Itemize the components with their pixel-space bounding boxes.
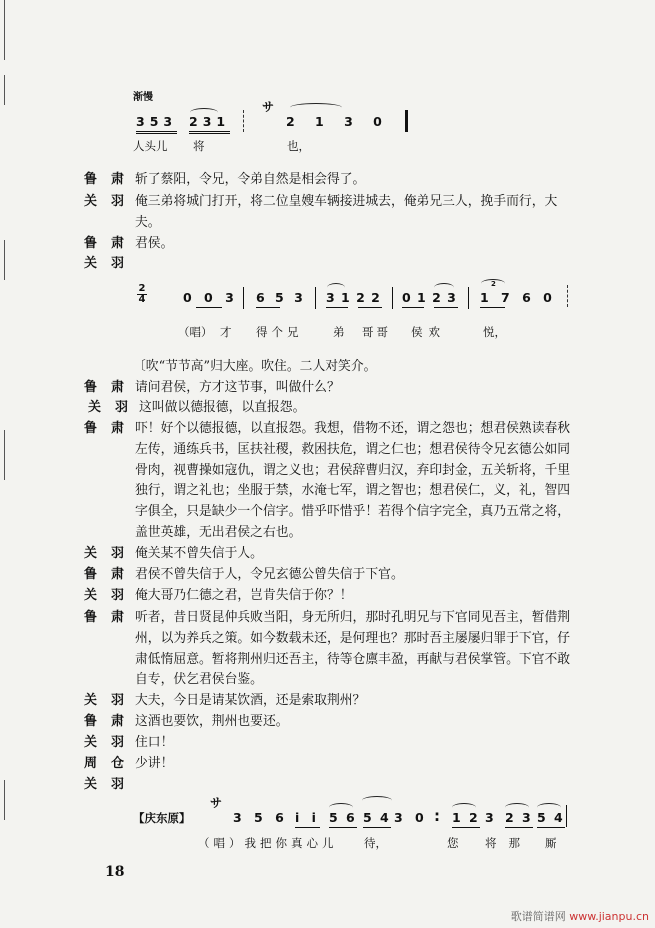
time-signature-top: 2 — [138, 283, 146, 294]
beam — [480, 307, 505, 308]
speaker-char: 羽 — [110, 693, 124, 708]
speaker-char: 羽 — [110, 777, 124, 792]
notes: 3 5 6 — [233, 810, 288, 825]
watermark-url: www.jianpu.cn — [569, 910, 649, 923]
watermark — [511, 910, 649, 924]
speaker-name — [84, 193, 124, 211]
notes: 231 — [189, 114, 230, 134]
lyric: （唱） — [178, 325, 213, 339]
notes: 5 6 — [329, 810, 357, 828]
measure: 6 5 3 — [256, 290, 306, 305]
speaker-char: 鲁 — [84, 610, 98, 625]
lyric: 悦， — [483, 325, 506, 339]
speaker-char: 鲁 — [84, 567, 98, 582]
dialogue-line: 住口！ — [135, 735, 174, 750]
speaker-char: 关 — [84, 735, 98, 750]
speaker-char: 羽 — [110, 735, 124, 750]
speaker-char: 肃 — [110, 421, 124, 436]
speaker-char: 羽 — [114, 400, 128, 415]
barline — [566, 805, 567, 827]
notes: 2 1 3 0 — [286, 114, 390, 129]
speaker-name — [84, 566, 124, 584]
beam — [434, 307, 458, 308]
dialogue-line: 君侯不曾失信于人，令兄玄德公曾失信于下官。 — [135, 567, 404, 582]
barline — [468, 287, 469, 309]
scan-binding-mark — [4, 75, 5, 105]
lyric: 待， — [364, 836, 387, 850]
scan-binding-mark — [4, 780, 5, 820]
dialogue-line: 州，以为养兵之策。如今数载未还，是何理也？那时吾主屡屡归罪于下官，仔 — [135, 631, 571, 646]
speaker-char: 肃 — [110, 610, 124, 625]
lyric: 厮 — [545, 836, 557, 850]
speaker-char: 关 — [84, 588, 98, 603]
slur — [290, 103, 342, 112]
speaker-name — [84, 692, 124, 710]
tempo-marking: 渐慢 — [133, 92, 153, 103]
dialogue-line: 君侯。 — [135, 236, 174, 251]
barline — [315, 287, 316, 309]
speaker-char: 仓 — [110, 756, 124, 771]
measure: 0 0 3 — [183, 290, 238, 305]
dialogue-line: 大夫，今日是请某饮酒，还是索取荆州？ — [135, 693, 366, 708]
speaker-name — [84, 235, 124, 253]
speaker-name — [84, 420, 124, 438]
sanban-mark: サ — [262, 100, 275, 114]
notes: 3 — [485, 810, 494, 825]
tune-name: 【庆东原】 — [133, 811, 191, 825]
grace-note: 2 — [491, 280, 496, 288]
lyric: 弟 — [333, 325, 345, 339]
dialogue-line: 自专，伏乞君侯台鉴。 — [135, 672, 263, 687]
speaker-char: 羽 — [110, 256, 124, 271]
dialogue-line: 听者，昔日贤昆仲兵败当阳，身无所归，那时孔明兄与下官同见吾主，暂借荆 — [135, 610, 571, 625]
speaker-char: 鲁 — [84, 172, 98, 187]
speaker-char: 鲁 — [84, 380, 98, 395]
stage-direction: 〔吹“节节高”归大座。吹住。二人对笑介。 — [133, 359, 377, 374]
scan-binding-mark — [4, 430, 5, 480]
notes: 2 3 — [505, 810, 533, 828]
time-signature — [137, 284, 147, 305]
dashed-barline — [243, 110, 244, 132]
notes: 5 4 — [537, 810, 565, 828]
speaker-char: 羽 — [110, 546, 124, 561]
measure: 0 1 2 3 — [402, 290, 457, 305]
beam — [256, 307, 280, 308]
notes: 3 0 — [394, 810, 428, 825]
speaker-char: 肃 — [110, 172, 124, 187]
dialogue-line: 独行，谓之礼也；坐服于禁，水淹七军，谓之智也；想君侯仁，义，礼，智四 — [135, 483, 571, 498]
barline — [392, 287, 393, 309]
dialogue-line: 肃低惰屈意。暂将荆州归还吾主，待等仓廪丰盈，再献与君侯掌管。下官不敢 — [135, 652, 571, 667]
speaker-char: 关 — [84, 693, 98, 708]
speaker-char: 肃 — [110, 236, 124, 251]
speaker-name — [84, 587, 124, 605]
speaker-name — [84, 545, 124, 563]
beam — [196, 307, 222, 308]
speaker-char: 关 — [88, 400, 102, 415]
notes: 1 2 — [452, 810, 480, 828]
dialogue-line: 夫。 — [135, 215, 161, 230]
dialogue-line: 俺三弟将城门打开，将二位皇嫂车辆接进城去，俺弟兄三人，挽手而行，大 — [135, 194, 558, 209]
dialogue-line: 左传，通练兵书，匡扶社稷，救困扶危，谓之仁也；想君侯待令兄玄德公如同 — [135, 442, 571, 457]
notes: 353 — [136, 114, 177, 134]
lyric: （唱）我把你真心儿 — [198, 836, 338, 850]
speaker-char: 鲁 — [84, 236, 98, 251]
speaker-char: 肃 — [110, 380, 124, 395]
lyric: 侯欢 — [411, 325, 446, 339]
beam — [326, 307, 348, 308]
lyric: 哥哥 — [362, 325, 391, 339]
dialogue-line: 少讲！ — [135, 756, 174, 771]
dialogue-line: 俺关某不曾失信于人。 — [135, 546, 263, 561]
speaker-name — [84, 734, 124, 752]
dialogue-line: 请问君侯，方才这节事，叫做什么？ — [135, 380, 340, 395]
speaker-char: 鲁 — [84, 421, 98, 436]
dialogue-line: 这酒也要饮，荆州也要还。 — [135, 714, 289, 729]
barline — [405, 110, 408, 132]
speaker-name — [84, 379, 124, 397]
dialogue-line: 字俱全，只是缺少一个信字。惜乎吓惜乎！若得个信字完全，真乃五常之将， — [135, 504, 571, 519]
measure: 1 7 6 0 — [480, 290, 556, 305]
speaker-char: 羽 — [110, 588, 124, 603]
lyric: 也， — [287, 139, 310, 153]
lyric: 得个兄 — [256, 325, 303, 339]
speaker-char: 关 — [84, 256, 98, 271]
dialogue-line: 盖世英雄，无出君侯之右也。 — [135, 525, 302, 540]
barline — [243, 287, 244, 309]
lyric: 人头儿 — [133, 139, 168, 153]
notes: 5 4 — [363, 810, 391, 828]
notes: i i — [295, 810, 320, 828]
end-barline — [567, 285, 568, 307]
speaker-name — [84, 255, 124, 273]
beam — [358, 307, 382, 308]
repeat-sign: : — [434, 807, 440, 825]
speaker-name — [84, 776, 124, 794]
time-signature-bottom: 4 — [138, 294, 146, 305]
dialogue-line: 骨肉，视曹操如寇仇，谓之义也；君侯辞曹归汉，弃印封金，五关斩将，千里 — [135, 463, 571, 478]
speaker-name — [84, 171, 124, 189]
speaker-char: 关 — [84, 546, 98, 561]
slur — [362, 796, 392, 805]
speaker-name — [84, 609, 124, 627]
scan-binding-mark — [4, 0, 5, 60]
speaker-char: 肃 — [110, 714, 124, 729]
lyric: 将那 — [485, 836, 532, 850]
speaker-char: 鲁 — [84, 714, 98, 729]
speaker-char: 关 — [84, 777, 98, 792]
beam — [402, 307, 424, 308]
speaker-name — [84, 713, 124, 731]
lyric: 才 — [220, 325, 232, 339]
dialogue-line: 吓！好个以德报德，以直报怨。我想，借物不还，谓之怨也；想君侯熟读春秋 — [135, 421, 571, 436]
speaker-char: 周 — [84, 756, 98, 771]
watermark-site: 歌谱简谱网 — [510, 910, 566, 923]
page-number: 18 — [105, 864, 125, 880]
sanban-mark: サ — [210, 796, 223, 810]
dialogue-line: 斩了蔡阳，令兄，令弟自然是相会得了。 — [135, 172, 366, 187]
speaker-name — [88, 399, 128, 417]
lyric: 将 — [193, 139, 205, 153]
speaker-name — [84, 755, 124, 773]
scan-binding-mark — [4, 240, 5, 280]
speaker-char: 关 — [84, 194, 98, 209]
speaker-char: 肃 — [110, 567, 124, 582]
dialogue-line: 这叫做以德报德，以直报怨。 — [139, 400, 306, 415]
dialogue-line: 俺大哥乃仁德之君，岂肯失信于你？！ — [135, 588, 353, 603]
measure: 3 1 2 2 — [326, 290, 381, 305]
speaker-char: 羽 — [110, 194, 124, 209]
lyric: 您 — [447, 836, 459, 850]
